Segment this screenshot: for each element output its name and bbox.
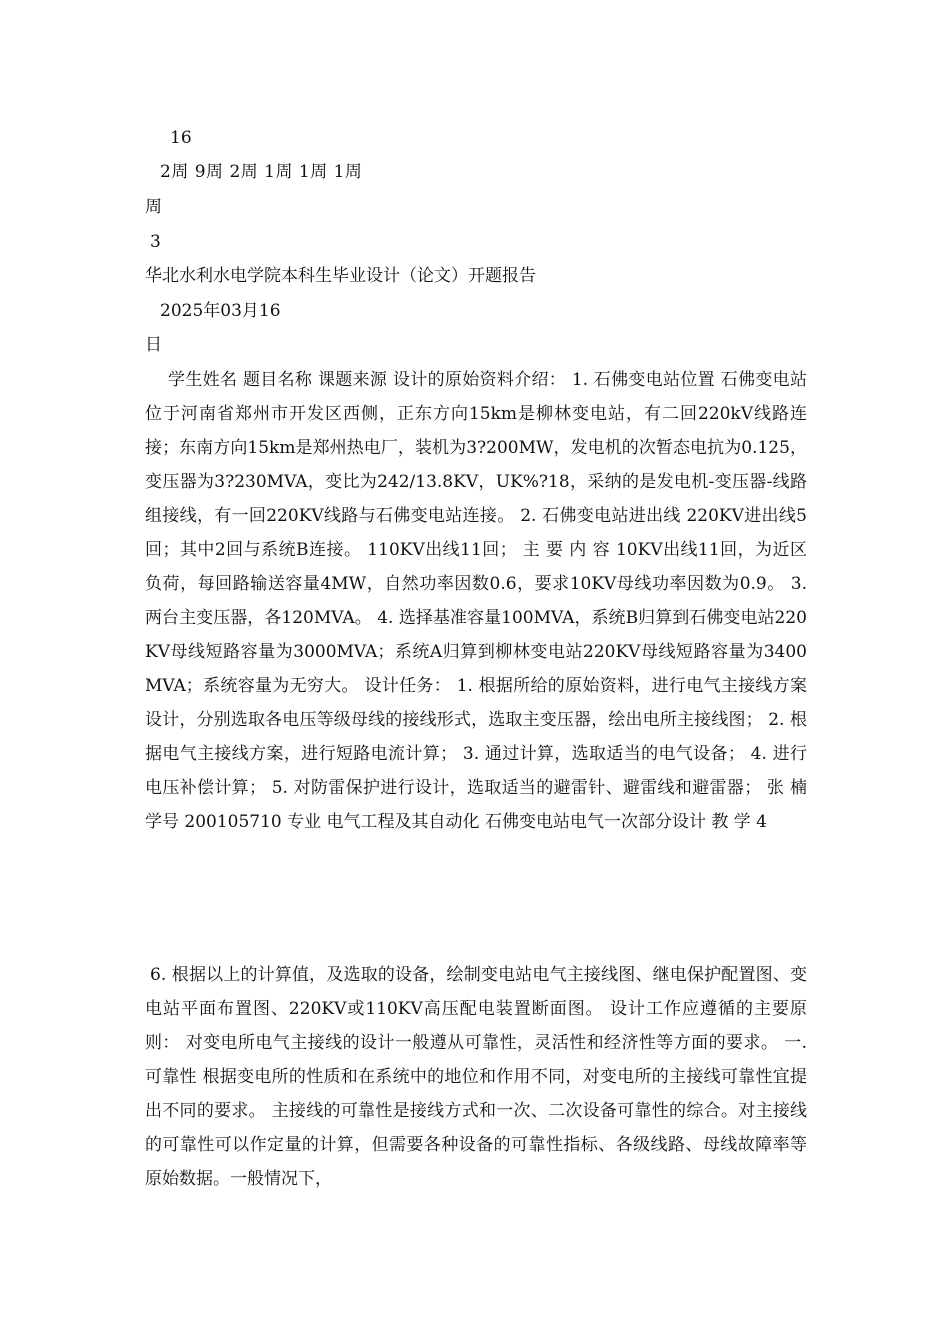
paragraph-main: 学生姓名 题目名称 课题来源 设计的原始资料介绍： 1. 石佛变电站位置 石佛变电站位于河南省郑州市开发区西侧，正东方向15km是柳林变电站，有二回220kV线路连接；东南方向15km是郑州热电厂，装机为3?200MW，发电机的次暂态电抗为0.125，变压器为3?230MVA，变比为242/13.8KV，UK%?18，采纳的是发电机-变压器-线路组接线，有一回220KV线路与石佛变电站连接。 2. 石佛变电站进出线 220KV进出线5回；其中2回与系统B连接。 110KV出线11回； 主 要 内 容 10KV出线11回，为近区负荷，每回路输送容量4MW，自然功率因数0.6，要求10KV母线功率因数为0.9。 3. 两台主变压器，各120MVA。 4. 选择基准容量100MVA，系统B归算到石佛变电站220KV母线短路容量为3000MVA；系统A归算到柳林变电站220KV母线短路容量为3400MVA；系统容量为无穷大。 设计任务： 1. 根据所给的原始资料，进行电气主接线方案设计，分别选取各电压等级母线的接线形式，选取主变压器，绘出电所主接线图； 2. 根据电气主接线方案，进行短路电流计算； 3. 通过计算，选取适当的电气设备； 4. 进行电压补偿计算； 5. 对防雷保护进行设计，选取适当的避雷针、避雷线和避雷器； 张 楠 学号 200105710 专业 电气工程及其自动化 石佛变电站电气一次部分设计 教 学 4 xyxy=(145,370,807,832)
report-date-day: 日 xyxy=(145,335,162,355)
header-number-16: 16 xyxy=(170,128,192,148)
weeks-row: 2周 9周 2周 1周 1周 1周 xyxy=(160,162,363,182)
header-number-3: 3 xyxy=(150,232,161,252)
week-label: 周 xyxy=(145,197,162,217)
paragraph-principles: 6. 根据以上的计算值，及选取的设备，绘制变电站电气主接线图、继电保护配置图、变电站平面布置图、220KV或110KV高压配电装置断面图。 设计工作应遵循的主要原则： 对变电所电气主接线的设计一般遵从可靠性，灵活性和经济性等方面的要求。 一. 可靠性 根据变电所的性质和在系统中的地位和作用不同，对变电所的主接线可靠性宜提出不同的要求。 主接线的可靠性是接线方式和一次、二次设备可靠性的综合。对主接线的可靠性可以作定量的计算，但需要各种设备的可靠性指标、各级线路、母线故障率等原始数据。一般情况下， xyxy=(145,965,807,1189)
report-title: 华北水利水电学院本科生毕业设计（论文）开题报告 xyxy=(145,266,536,286)
report-date: 2025年03月16 xyxy=(160,301,281,321)
